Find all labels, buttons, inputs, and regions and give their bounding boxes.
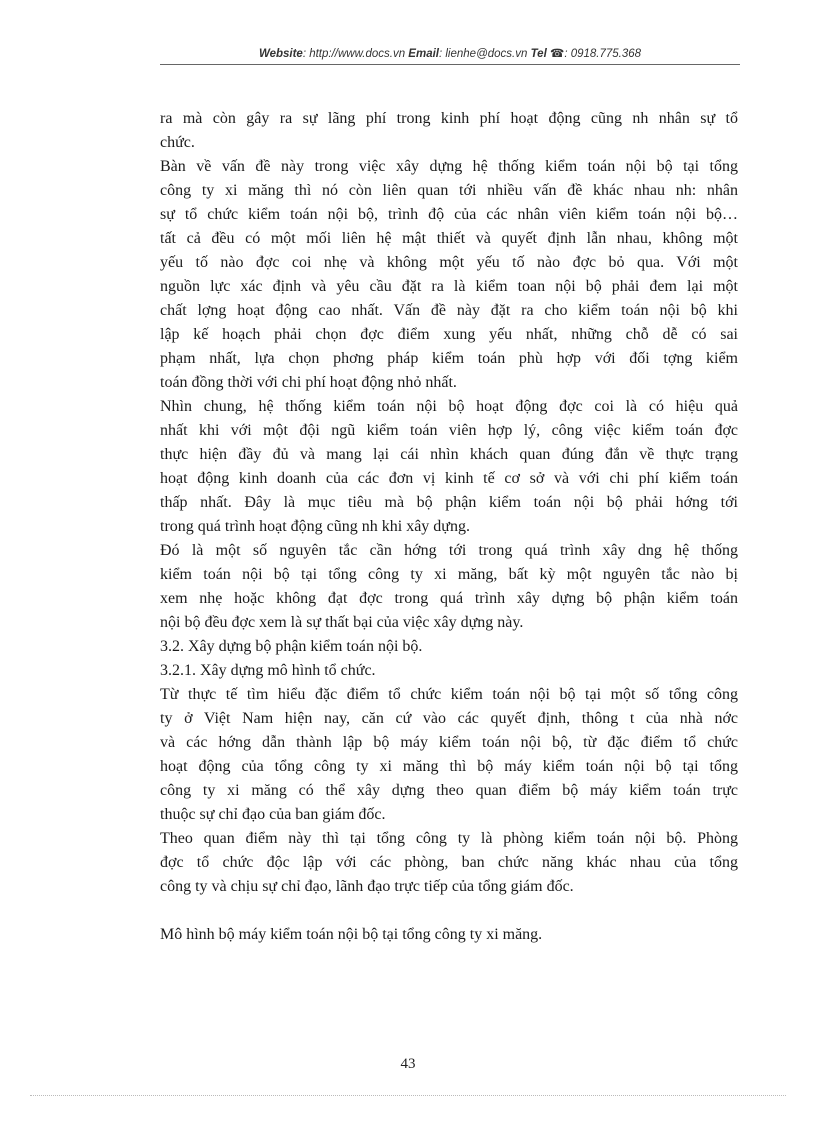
tel-label: Tel	[530, 48, 547, 60]
body-line: kiểm toán nội bộ tại tổng công ty xi măng, bất kỳ một nguyên tắc nào bị	[160, 566, 738, 583]
body-line: lập kế hoạch phải chọn đợc điểm xung yếu nhất, những chỗ dễ có sai	[160, 326, 738, 343]
email-value: : lienhe@docs.vn	[438, 48, 528, 60]
body-line: hoạt động của tổng công ty xi măng thì bộ máy kiểm toán nội bộ tại tổng	[160, 758, 738, 775]
body-line: 3.2. Xây dựng bộ phận kiểm toán nội bộ.	[160, 638, 423, 655]
body-line: hoạt động kinh doanh của các đơn vị kinh tế cơ sở và với chi phí kiểm toán	[160, 470, 738, 487]
body-line: công ty và chịu sự chỉ đạo, lãnh đạo trực tiếp của tổng giám đốc.	[160, 878, 574, 895]
body-line: 3.2.1. Xây dựng mô hình tổ chức.	[160, 662, 376, 679]
body-line: thấp nhất. Đây là mục tiêu mà bộ phận kiểm toán nội bộ phải hớng tới	[160, 494, 738, 511]
body-line: tất cả đều có một mối liên hệ mật thiết và quyết định lẫn nhau, không một	[160, 230, 738, 247]
body-line: Nhìn chung, hệ thống kiểm toán nội bộ hoạt động đợc coi là có hiệu quả	[160, 398, 738, 415]
body-line: thực hiện đầy đủ và mang lại cái nhìn khách quan đúng đắn về thực trạng	[160, 446, 738, 463]
body-line: yếu tố nào đợc coi nhẹ và không một yếu tố nào đợc bỏ qua. Với một	[160, 254, 738, 271]
body-line: công ty xi măng thì nó còn liên quan tới nhiều vấn đề khác nhau nh: nhân	[160, 182, 738, 199]
header-divider	[160, 64, 740, 65]
body-line	[160, 899, 738, 923]
body-line: trong quá trình hoạt động cũng nh khi xây dựng.	[160, 518, 470, 535]
body-line: nguồn lực xác định và yêu cầu đặt ra là kiểm toan nội bộ phải đem lại một	[160, 278, 738, 295]
body-line: và các hớng dẫn thành lập bộ máy kiểm toán nội bộ, từ đặc điểm tổ chức	[160, 734, 738, 751]
body-line: thuộc sự chỉ đạo của ban giám đốc.	[160, 806, 386, 823]
phone-icon: ☎	[549, 48, 565, 60]
body-line: Theo quan điểm này thì tại tổng công ty là phòng kiểm toán nội bộ. Phòng	[160, 830, 738, 847]
body-line: ty ở Việt Nam hiện nay, căn cứ vào các quyết định, thông t của nhà nớc	[160, 710, 738, 727]
page-number: 43	[400, 1056, 416, 1072]
body-line: công ty xi măng có thể xây dựng theo quan điểm bộ máy kiểm toán trực	[160, 782, 738, 799]
footer-divider	[30, 1095, 786, 1096]
body-line: Mô hình bộ máy kiểm toán nội bộ tại tổng công ty xi măng.	[160, 926, 543, 943]
body-line: ra mà còn gây ra sự lãng phí trong kinh phí hoạt động cũng nh nhân sự tổ	[160, 110, 738, 127]
email-label: Email	[408, 48, 439, 60]
body-line: chất lợng hoạt động cao nhất. Vấn đề này đặt ra cho kiểm toán nội bộ khi	[160, 302, 738, 319]
tel-value: : 0918.775.368	[564, 48, 642, 60]
body-line: xem nhẹ hoặc không đạt đợc trong quá trình xây dựng bộ phận kiểm toán	[160, 590, 738, 607]
website-value: : http://www.docs.vn	[302, 48, 406, 60]
body-line: phạm nhất, lựa chọn phơng pháp kiểm toán phù hợp với đối tợng kiểm	[160, 350, 738, 367]
body-line: đợc tổ chức độc lập với các phòng, ban chức năng khác nhau của tổng	[160, 854, 738, 871]
body-line: Đó là một số nguyên tắc cần hớng tới trong quá trình xây dng hệ thống	[160, 542, 738, 559]
body-line: nội bộ đều đợc xem là sự thất bại của việc xây dựng này.	[160, 614, 524, 631]
document-body	[160, 107, 738, 947]
body-line: Bàn về vấn đề này trong việc xây dựng hệ thống kiểm toán nội bộ tại tổng	[160, 158, 738, 175]
body-line: Từ thực tế tìm hiểu đặc điểm tổ chức kiểm toán nội bộ tại một số tổng công	[160, 686, 738, 703]
body-line: toán đồng thời với chi phí hoạt động nhỏ nhất.	[160, 374, 457, 391]
website-label: Website	[258, 48, 303, 60]
body-line: nhất khi với một đội ngũ kiểm toán viên hợp lý, công việc kiểm toán đợc	[160, 422, 738, 439]
body-line: sự tổ chức kiểm toán nội bộ, trình độ của các nhân viên kiểm toán nội bộ…	[160, 206, 738, 223]
page-header	[160, 46, 740, 60]
body-line: chức.	[160, 134, 195, 151]
